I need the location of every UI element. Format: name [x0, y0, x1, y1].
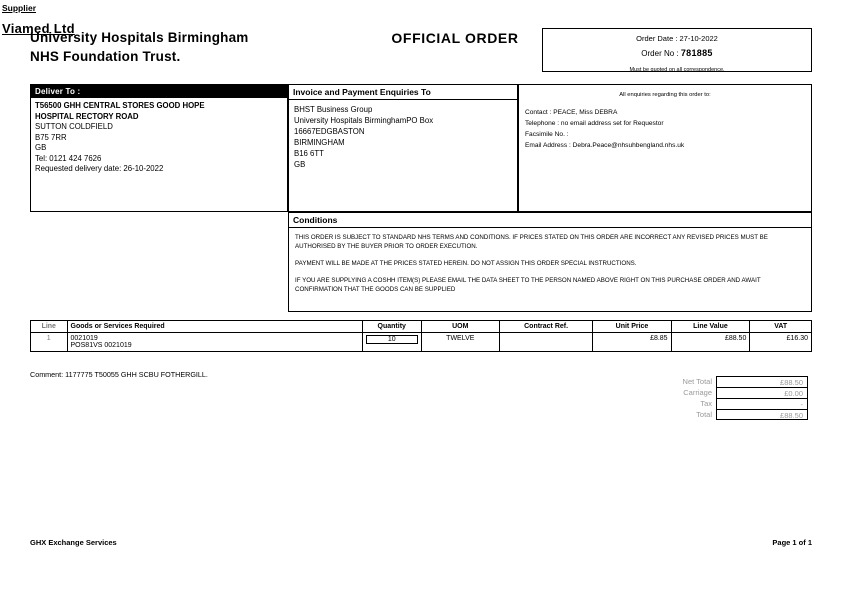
totals-row-net: [640, 376, 812, 387]
cell-line-number: 1: [31, 333, 68, 352]
totals-row-total: [640, 409, 812, 420]
order-number: [543, 48, 811, 58]
invoice-address: [289, 100, 517, 170]
order-comment: Comment: 1177775 T50055 GHH SCBU FOTHERGILL.: [30, 370, 208, 379]
invoice-line4: BIRMINGHAM: [294, 138, 345, 147]
totals-block: [640, 376, 812, 420]
deliver-to-line2: HOSPITAL RECTORY ROAD: [35, 111, 139, 121]
deliver-to-title: Deliver To :: [31, 85, 287, 98]
enquiries-email: Email Address : Debra.Peace@nhsuhbengland.nhs.uk: [525, 142, 685, 149]
totals-label-net: Net Total: [682, 377, 712, 386]
enquiries-heading: All enquiries regarding this order to:: [619, 92, 711, 98]
conditions-paragraph-2: PAYMENT WILL BE MADE AT THE PRICES STATED HEREIN. DO NOT ASSIGN THIS ORDER SPECIAL INSTRUCTIONS.: [295, 260, 637, 267]
document-header: [30, 28, 812, 84]
document-footer: [30, 538, 812, 547]
deliver-to-phone: Tel: 0121 424 7626: [35, 153, 102, 163]
organisation-name: [30, 28, 330, 66]
cell-description: [67, 333, 362, 352]
invoice-enquiries-title: Invoice and Payment Enquiries To: [289, 85, 517, 100]
column-header-unit-price: Unit Price: [593, 321, 671, 333]
cell-uom: TWELVE: [421, 333, 499, 352]
totals-value-total: £88.50: [716, 409, 808, 420]
supplier-label: Supplier: [2, 3, 37, 13]
deliver-to-line4: B75 7RR: [35, 132, 67, 142]
cell-line-value: £88.50: [671, 333, 750, 352]
column-header-line: Line: [31, 321, 68, 333]
page-title: OFFICIAL ORDER: [391, 30, 519, 46]
table-header-row: [31, 321, 812, 333]
cell-description-line2: POS81VS 0021019: [70, 342, 132, 349]
order-note: Must be quoted on all correspondence.: [629, 67, 725, 73]
cell-description-line1: 0021019: [70, 335, 98, 342]
deliver-to-line5: GB: [35, 143, 47, 152]
invoice-enquiries-box: [288, 84, 518, 212]
column-header-vat: VAT: [750, 321, 812, 333]
deliver-to-address: [31, 98, 287, 175]
order-enquiries-box: [518, 84, 812, 212]
line-items-table: [30, 320, 812, 352]
order-reference-box: [542, 28, 812, 72]
column-header-description: Goods or Services Required: [67, 321, 362, 333]
column-header-contract-ref: Contract Ref.: [499, 321, 593, 333]
deliver-to-box: [30, 84, 288, 212]
conditions-paragraph-3: IF YOU ARE SUPPLYING A COSHH ITEM(S) PLEASE EMAIL THE DATA SHEET TO THE PERSON NAMED ABOVE RIGHT ON THIS PURCHASE ORDER AND AWAIT CONFIRMATION THAT THE GOODS CAN BE SUPPLIED: [295, 277, 761, 293]
order-enquiries-details: [519, 85, 811, 151]
conditions-box: [288, 212, 812, 312]
supplier-name: Viamed Ltd: [2, 21, 75, 36]
totals-value-carriage: £0.00: [716, 387, 808, 398]
column-header-quantity: Quantity: [362, 321, 421, 333]
deliver-to-line3: SUTTON COLDFIELD: [35, 122, 113, 131]
enquiries-facsimile: Facsimile No. :: [525, 131, 569, 138]
conditions-text: [289, 228, 811, 294]
conditions-paragraph-1: THIS ORDER IS SUBJECT TO STANDARD NHS TERMS AND CONDITIONS. IF PRICES STATED ON THIS ORDER ARE INCORRECT ANY REVISED PRICES MUST BE AUTHORISED BY THE BUYER PRIOR TO ORDER EXECUTION.: [295, 234, 768, 250]
totals-value-net: £88.50: [716, 376, 808, 387]
cell-vat: £16.30: [750, 333, 812, 352]
organisation-name-line1: University Hospitals Birmingham: [30, 30, 249, 45]
enquiries-contact: Contact : PEACE, Miss DEBRA: [525, 109, 618, 116]
invoice-line5: B16 6TT: [294, 149, 324, 158]
cell-quantity-value: 10: [366, 335, 418, 344]
totals-label-tax: Tax: [700, 399, 712, 408]
column-header-uom: UOM: [421, 321, 499, 333]
totals-row-carriage: [640, 387, 812, 398]
order-number-label: Order No :: [641, 49, 681, 58]
enquiries-telephone: Telephone : no email address set for Requestor: [525, 120, 664, 127]
invoice-line3: 16667EDGBASTON: [294, 127, 365, 136]
deliver-to-line1: T56500 GHH CENTRAL STORES GOOD HOPE: [35, 101, 205, 110]
column-header-line-value: Line Value: [671, 321, 750, 333]
totals-value-tax: -: [716, 398, 808, 409]
requested-delivery-date: Requested delivery date: 26-10-2022: [35, 164, 164, 173]
totals-label-carriage: Carriage: [683, 388, 712, 397]
order-number-value: 781885: [680, 48, 713, 58]
cell-unit-price: £8.85: [593, 333, 671, 352]
totals-label-total: Total: [696, 410, 712, 419]
table-row: [31, 333, 812, 352]
cell-quantity: [362, 333, 421, 352]
cell-contract-ref: [499, 333, 593, 352]
footer-page-number: Page 1 of 1: [772, 538, 812, 547]
invoice-line2: University Hospitals BirminghamPO Box: [294, 116, 434, 125]
invoice-line6: GB: [294, 160, 306, 169]
order-date: Order Date : 27-10-2022: [636, 34, 718, 43]
organisation-name-line2: NHS Foundation Trust.: [30, 49, 181, 64]
footer-service-name: GHX Exchange Services: [30, 538, 117, 547]
conditions-title: Conditions: [289, 213, 811, 228]
totals-row-tax: [640, 398, 812, 409]
invoice-line1: BHST Business Group: [294, 105, 373, 114]
